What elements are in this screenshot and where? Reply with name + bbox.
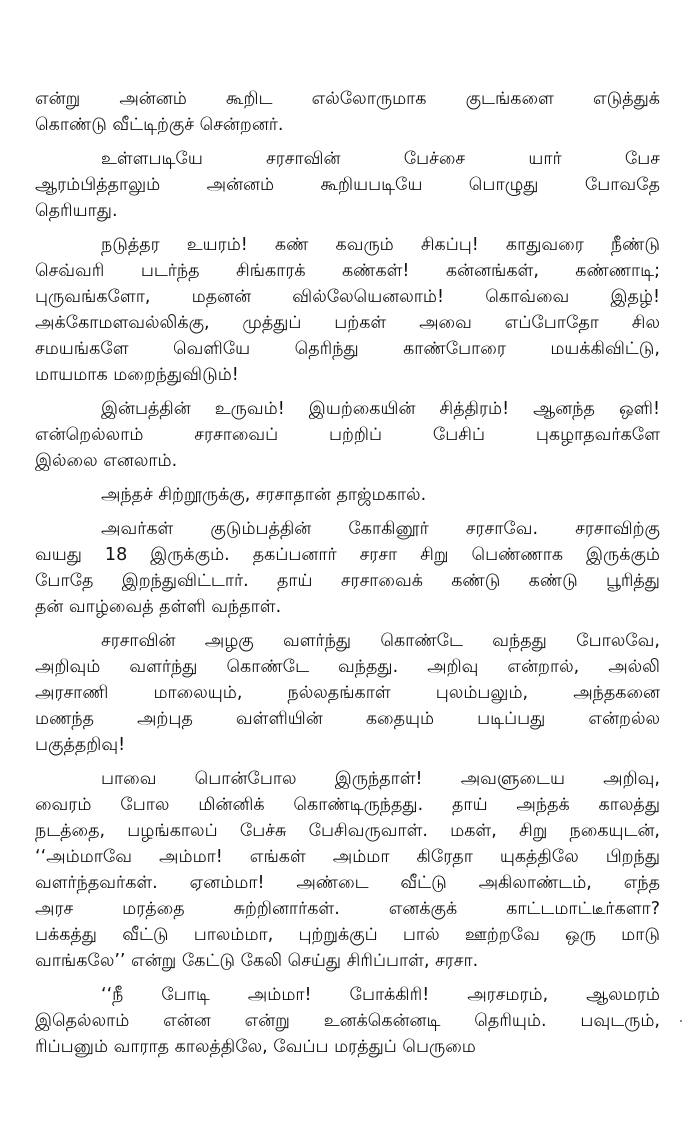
- text-line: ரிப்பனும் வாராத காலத்திலே, வேப்ப மரத்துப் பெருமை: [35, 1037, 476, 1057]
- text-line: ஆரம்பித்தாலும் அன்னம் கூறியபடியே பொழுது போவதே: [35, 175, 660, 195]
- text-line: வயது 18 இருக்கும். தகப்பனார் சரசா சிறு பெண்ணாக இருக்கும்: [35, 545, 660, 565]
- text-line: புருவங்களோ, மதனன் வில்லேயெனலாம்! கொவ்வை இதழ்!: [35, 287, 660, 307]
- text-line: வாங்கலே’’ என்று கேட்டு கேலி செய்து சிரிப்பாள், சரசா.: [35, 951, 479, 971]
- text-line: பகுத்தறிவு!: [35, 735, 126, 755]
- text-line: சரசாவின் அழகு வளர்ந்து கொண்டே வந்தது போலவே,: [101, 631, 660, 651]
- text-line: பாவை பொன்போல இருந்தாள்! அவளுடைய அறிவு,: [101, 769, 660, 789]
- text-line: அரசாணி மாலையும், நல்லதங்காள் புலம்பலும், அந்தகனை: [35, 683, 660, 703]
- text-line: மாயமாக மறைந்துவிடும்!: [35, 365, 239, 385]
- text-line: இன்பத்தின் உருவம்! இயற்கையின் சித்திரம்! ஆனந்த ஒளி!: [101, 399, 660, 419]
- text-line: வைரம் போல மின்னிக் கொண்டிருந்தது. தாய் அந்தக் காலத்து: [35, 795, 660, 815]
- paragraph: [35, 516, 660, 620]
- paragraph: [35, 628, 660, 758]
- text-line: வளர்ந்தவர்கள். ஏனம்மா! அண்டை வீட்டு அகிலாண்டம், எந்த: [35, 873, 660, 893]
- text-line: போதே இறந்துவிட்டார். தாய் சரசாவைக் கண்டு கண்டு பூரித்து: [35, 571, 660, 591]
- text-line: அக்கோமளவல்லிக்கு, முத்துப் பற்கள் அவை எப்போதோ சில: [35, 313, 660, 333]
- paragraph: [35, 482, 660, 508]
- text-line: தெரியாது.: [35, 201, 118, 221]
- text-line: மணந்த அற்புத வள்ளியின் கதையும் படிப்பது என்றல்ல: [35, 709, 660, 729]
- text-line: என்று அன்னம் கூறிட எல்லோருமாக குடங்களை எடுத்துக்: [35, 89, 660, 109]
- text-line: நடுத்தர உயரம்! கண் கவரும் சிகப்பு! காதுவரை நீண்டு: [101, 235, 660, 255]
- text-line: இல்லை எனலாம்.: [35, 451, 178, 471]
- text-line: கொண்டு வீட்டிற்குச் சென்றனர்.: [35, 115, 284, 135]
- text-line: இதெல்லாம் என்ன என்று உனக்கென்னடி தெரியும். பவுடரும்,: [35, 1011, 660, 1031]
- text-line: அந்தச் சிற்றூருக்கு, சரசாதான் தாஜ்மகால்.: [101, 485, 427, 505]
- paragraph: [35, 766, 660, 974]
- text-line: உள்ளபடியே சரசாவின் பேச்சை யார் பேச: [101, 149, 660, 169]
- paragraph: [35, 396, 660, 474]
- paragraph: [35, 232, 660, 388]
- paragraph: [35, 86, 660, 138]
- text-line: நடத்தை, பழங்காலப் பேச்சு பேசிவருவாள். மகள், சிறு நகையுடன்,: [35, 821, 660, 841]
- text-line: ‘‘நீ போடி அம்மா! போக்கிரி! அரசமரம், ஆலமரம்: [101, 985, 660, 1005]
- text-line: தன் வாழ்வைத் தள்ளி வந்தாள்.: [35, 597, 282, 617]
- text-line: அவர்கள் குடும்பத்தின் கோகினூர் சரசாவே. சரசாவிற்கு: [101, 519, 660, 539]
- text-line: அரச மரத்தை சுற்றினார்கள். எனக்குக் காட்டமாட்டீர்களா?: [35, 899, 660, 919]
- paragraph: [35, 146, 660, 224]
- book-page-text: [35, 86, 660, 1068]
- paragraph: [35, 982, 660, 1060]
- text-line: ‘‘அம்மாவே அம்மா! எங்கள் அம்மா கிரேதா யுகத்திலே பிறந்து: [35, 847, 660, 867]
- text-line: செவ்வரி படர்ந்த சிங்காரக் கண்கள்! கன்னங்கள், கண்ணாடி;: [35, 261, 660, 281]
- scan-speck: [680, 1020, 682, 1022]
- text-line: என்றெல்லாம் சரசாவைப் பற்றிப் பேசிப் புகழாதவர்களே: [35, 425, 660, 445]
- text-line: அறிவும் வளர்ந்து கொண்டே வந்தது. அறிவு என்றால், அல்லி: [35, 657, 660, 677]
- text-line: பக்கத்து வீட்டு பாலம்மா, புற்றுக்குப் பால் ஊற்றவே ஒரு மாடு: [35, 925, 660, 945]
- text-line: சமயங்களே வெளியே தெரிந்து காண்போரை மயக்கிவிட்டு,: [35, 339, 660, 359]
